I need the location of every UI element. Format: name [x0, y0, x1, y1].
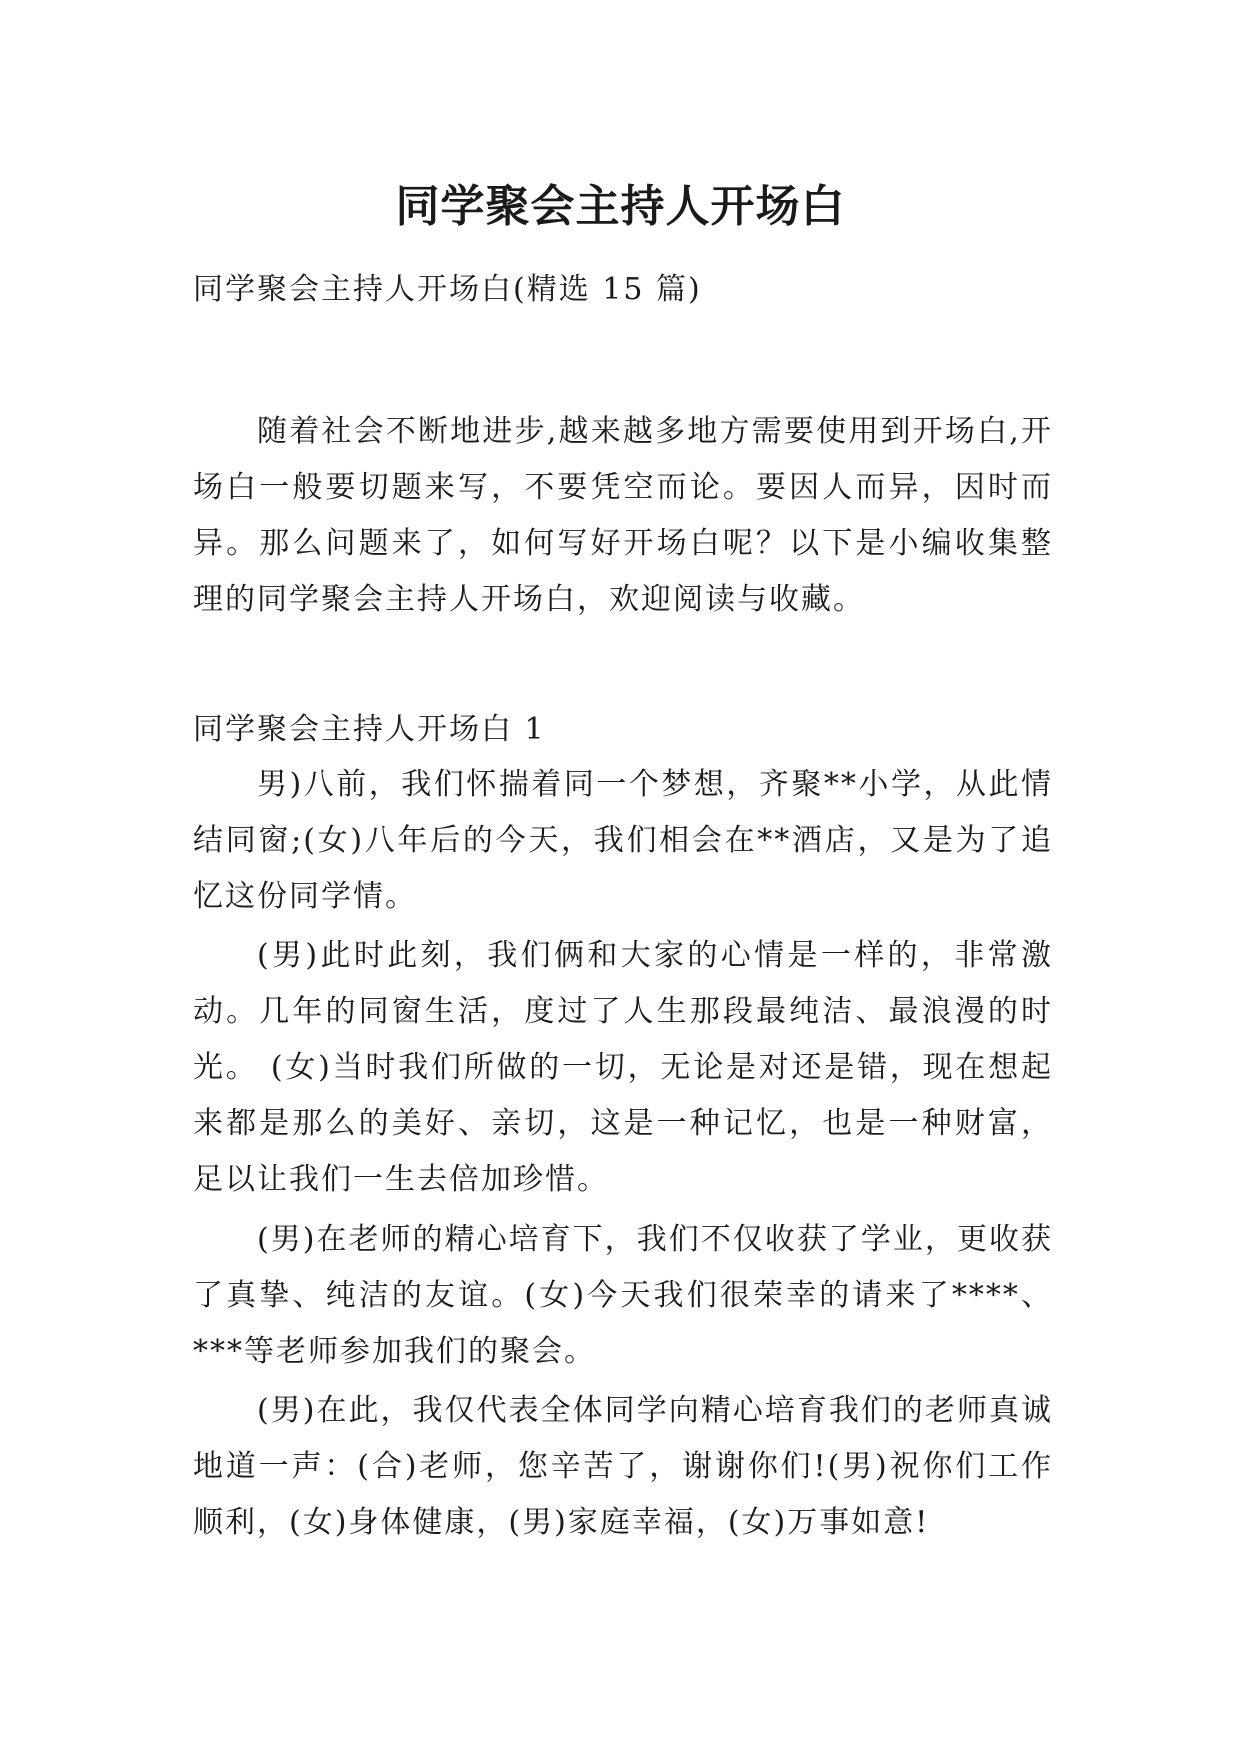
body-paragraph-3: (男)在老师的精心培育下，我们不仅收获了学业，更收获了真挚、纯洁的友谊。(女)今天我们很荣幸的请来了****、***等老师参加我们的聚会。 [193, 1222, 1053, 1369]
document-subtitle: 同学聚会主持人开场白(精选 15 篇) [193, 272, 702, 307]
document-title: 同学聚会主持人开场白 [395, 181, 846, 233]
body-paragraph-4: (男)在此，我仅代表全体同学向精心培育我们的老师真诚地道一声：(合)老师，您辛苦了，谢谢你们!(男)祝你们工作顺利，(女)身体健康，(男)家庭幸福，(女)万事如意! [193, 1393, 1053, 1540]
body-paragraph-2: (男)此时此刻，我们俩和大家的心情是一样的，非常激动。几年的同窗生活，度过了人生那段最纯洁、最浪漫的时光。 (女)当时我们所做的一切，无论是对还是错，现在想起来都是那么的美好、亲切，这是一种记忆，也是一种财富，足以让我们一生去倍加珍惜。 [193, 938, 1053, 1197]
section-heading: 同学聚会主持人开场白 1 [193, 712, 546, 747]
body-paragraph-1: 男)八前，我们怀揣着同一个梦想，齐聚**小学，从此情结同窗;(女)八年后的今天，我们相会在**酒店，又是为了追忆这份同学情。 [193, 767, 1053, 914]
intro-paragraph: 随着社会不断地进步,越来越多地方需要使用到开场白,开场白一般要切题来写，不要凭空而论。要因人而异，因时而异。那么问题来了，如何写好开场白呢？以下是小编收集整理的同学聚会主持人开场白，欢迎阅读与收藏。 [193, 414, 1053, 617]
